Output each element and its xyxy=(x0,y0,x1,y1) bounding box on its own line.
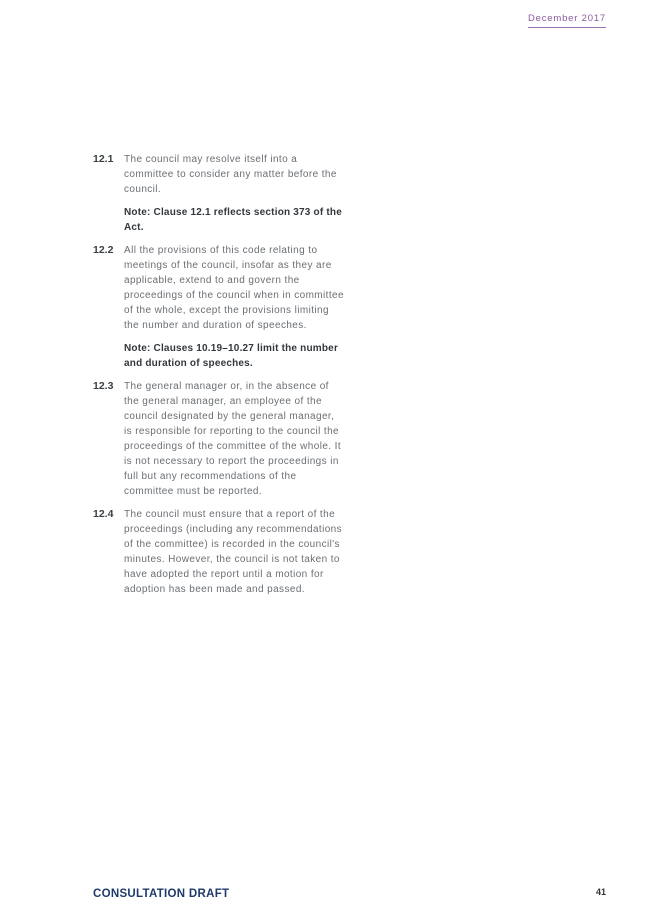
clause-body xyxy=(124,152,344,235)
clause-number: 12.3 xyxy=(93,380,114,392)
clause-list xyxy=(93,152,353,605)
clause-note: Note: Clause 12.1 reflects section 373 of the Act. xyxy=(124,207,342,233)
page-number: 41 xyxy=(595,887,606,897)
document-date: December 2017 xyxy=(528,13,606,28)
clause-body xyxy=(124,379,344,499)
clause-12-2 xyxy=(93,243,353,371)
clause-body xyxy=(124,243,344,371)
clause-12-3 xyxy=(93,379,353,499)
clause-text: All the provisions of this code relating to meetings of the council, insofar as they are applicable, extend to and govern the proceedings of the council when in committee of the whole, except the provisions limiting the number and duration of speeches. xyxy=(124,245,344,331)
clause-text: The council must ensure that a report of the proceedings (including any recommendations of the committee) is recorded in the council's minutes. However, the council is not taken to have adopted the report until a motion for adoption has been made and passed. xyxy=(124,509,343,595)
footer-label: CONSULTATION DRAFT xyxy=(93,888,230,900)
clause-text: The general manager or, in the absence of the general manager, an employee of the council designated by the general manager, is responsible for reporting to the council the proceedings of the committee of the whole. It is not necessary to report the proceedings in full but any recommendations of the committee must be reported. xyxy=(124,381,341,497)
clause-note: Note: Clauses 10.19–10.27 limit the number and duration of speeches. xyxy=(124,343,339,369)
clause-number: 12.4 xyxy=(93,508,114,520)
clause-body xyxy=(124,507,344,597)
clause-number: 12.2 xyxy=(93,244,114,256)
clause-12-1 xyxy=(93,152,353,235)
clause-12-4 xyxy=(93,507,353,597)
clause-text: The council may resolve itself into a committee to consider any matter before the council. xyxy=(124,154,337,195)
clause-number: 12.1 xyxy=(93,153,114,165)
